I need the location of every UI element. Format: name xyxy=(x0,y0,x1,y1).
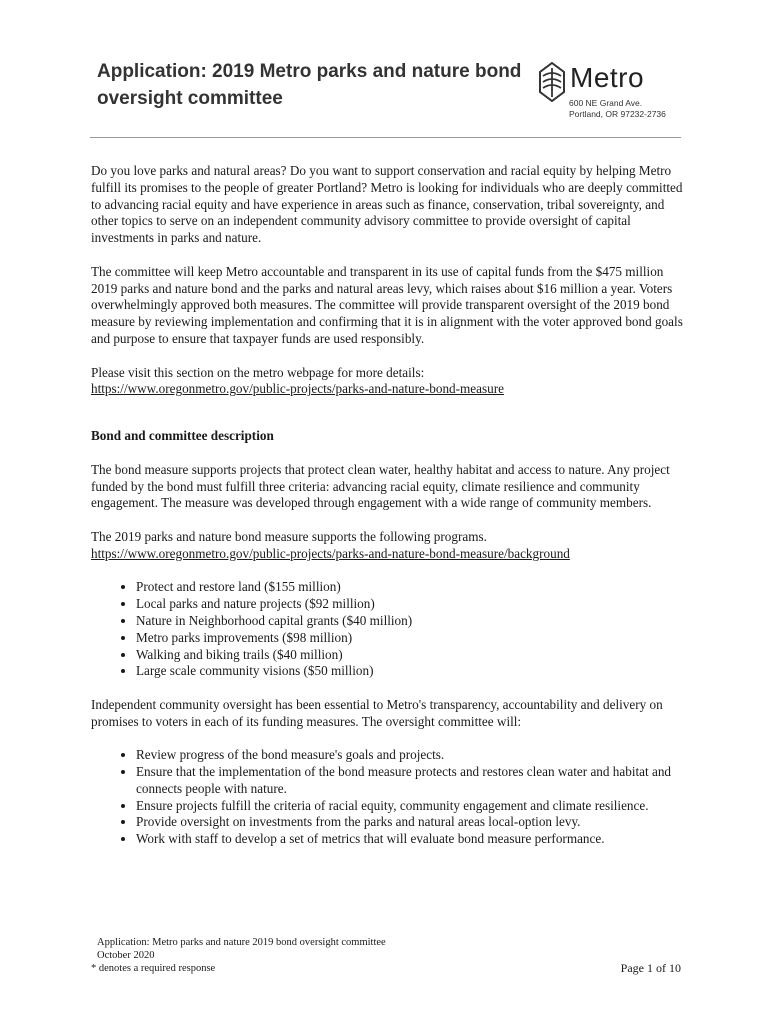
intro-paragraph-2: The committee will keep Metro accountable and transparent in its use of capital funds from the $475 million 2019 parks and nature bond and the parks and natural areas levy, which raises about $16 million a year. Voters overwhelmingly approved both measures. The committee will provide transparent oversight of the 2019 bond measure by reviewing implementation and confirming that it is in alignment with the voter approved bond goals and purpose to ensure that taxpayer funds are used responsibly. xyxy=(91,263,683,346)
address xyxy=(569,98,666,120)
programs-intro: The 2019 parks and nature bond measure supports the following programs. xyxy=(91,528,487,544)
document-body xyxy=(91,163,686,865)
list-item: • Work with staff to develop a set of metrics that will evaluate bond measure performance. xyxy=(136,831,686,848)
bond-measure-link[interactable]: https://www.oregonmetro.gov/public-projects/parks-and-nature-bond-measure xyxy=(91,381,504,397)
metro-leaf-icon xyxy=(538,62,566,102)
header-divider xyxy=(90,137,681,138)
section-heading: Bond and committee description xyxy=(91,428,274,444)
list-item: • Review progress of the bond measure's goals and projects. xyxy=(136,747,686,764)
section-paragraph-2 xyxy=(91,529,686,563)
intro-paragraph-3 xyxy=(91,365,686,399)
list-item: • Large scale community visions ($50 million) xyxy=(136,663,686,680)
list-item: • Local parks and nature projects ($92 million) xyxy=(136,596,686,613)
page-number: Page 1 of 10 xyxy=(620,961,681,975)
list-item: • Ensure projects fulfill the criteria of racial equity, community engagement and climate resilience. xyxy=(136,798,686,815)
section-paragraph-1: The bond measure supports projects that protect clean water, healthy habitat and access to nature. Any project funded by the bond must fulfill three criteria: advancing racial equity, climate resilience and community engagement. The measure was developed through engagement with a wide range of community members. xyxy=(91,461,670,511)
duties-list xyxy=(91,747,686,848)
programs-list xyxy=(91,579,686,680)
metro-logo xyxy=(538,60,698,124)
list-item: • Protect and restore land ($155 million) xyxy=(136,579,686,596)
list-item: • Metro parks improvements ($98 million) xyxy=(136,630,686,647)
page-footer xyxy=(91,936,683,975)
footer-title: Application: Metro parks and nature 2019 bond oversight committee xyxy=(97,937,386,948)
background-link[interactable]: https://www.oregonmetro.gov/public-projects/parks-and-nature-bond-measure/background xyxy=(91,545,570,561)
section-paragraph-3: Independent community oversight has been essential to Metro's transparency, accountability and delivery on promises to voters in each of its funding measures. The oversight committee will: xyxy=(91,696,663,729)
logo-wordmark: Metro xyxy=(570,62,645,93)
address-line-1: 600 NE Grand Ave. xyxy=(569,98,643,108)
list-item: • Nature in Neighborhood capital grants ($40 million) xyxy=(136,613,686,630)
list-item: • Walking and biking trails ($40 million) xyxy=(136,647,686,664)
list-item: • Provide oversight on investments from the parks and natural areas local-option levy. xyxy=(136,814,686,831)
address-line-2: Portland, OR 97232-2736 xyxy=(569,109,666,119)
page-title: Application: 2019 Metro parks and nature bond oversight committee xyxy=(97,61,522,109)
footer-required-note: * denotes a required response xyxy=(91,963,216,974)
details-text: Please visit this section on the metro webpage for more details: xyxy=(91,364,425,380)
list-item: • Ensure that the implementation of the bond measure protects and restores clean water and habitat and connects people with nature. xyxy=(136,764,686,798)
intro-paragraph-1: Do you love parks and natural areas? Do you want to support conservation and racial equity by helping Metro fulfill its promises to the people of greater Portland? Metro is looking for individuals who are deeply committed to advancing racial equity and have experience in areas such as finance, conservation, tribal sovereignty, and other topics to serve on an independent community advisory committee to provide oversight of capital investments in parks and nature. xyxy=(91,163,683,246)
footer-date: October 2020 xyxy=(97,950,155,961)
